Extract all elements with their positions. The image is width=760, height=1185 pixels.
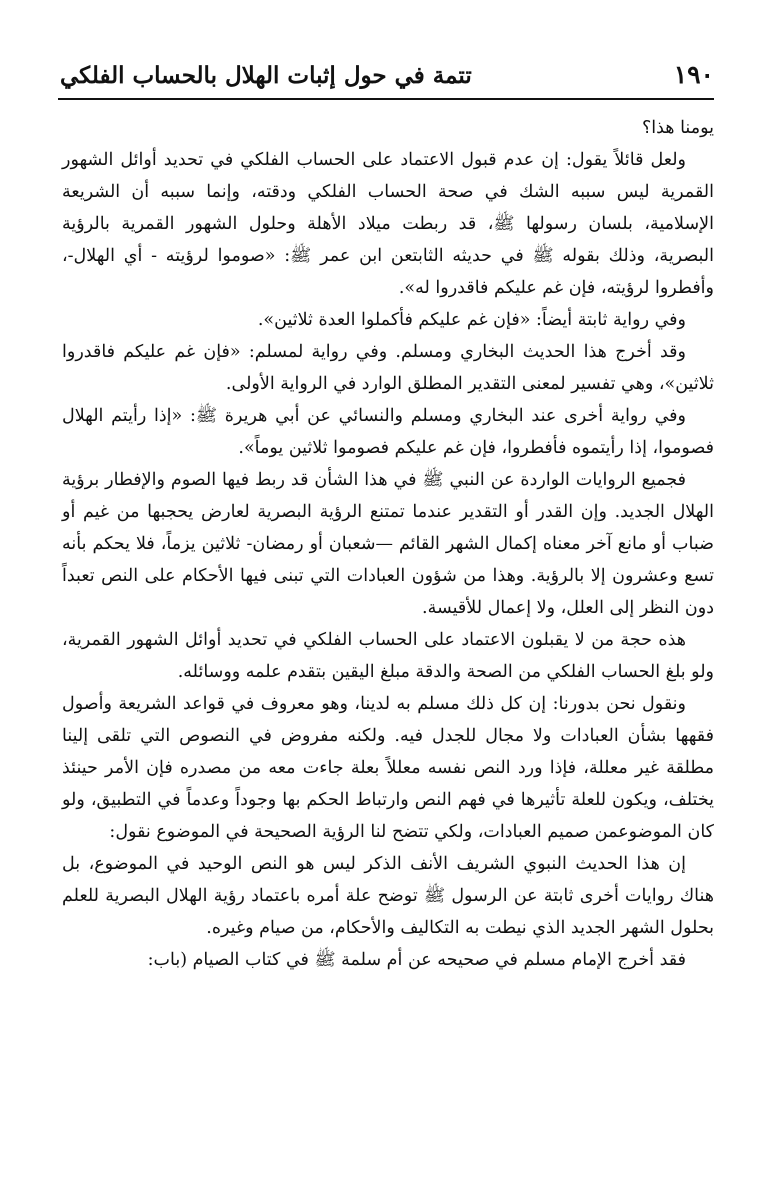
paragraph: إن هذا الحديث النبوي الشريف الأنف الذكر ليس هو النص الوحيد في الموضوع، بل هناك روايات أخرى ثابتة عن الرسول ﷺ توضح علة أمره باعتماد رؤية الهلال البصرية للعلم بحلول الشهر الجديد الذي نيطت به التكاليف والأحكام، من صيام وغيره. [62, 854, 714, 938]
header-rule [58, 98, 714, 100]
page-header [60, 58, 714, 94]
paragraph: ونقول نحن بدورنا: إن كل ذلك مسلم به لدينا، وهو معروف في قواعد الشريعة وأصول فقهها بشأن العبادات ولا مجال للجدل فيه. ولكنه مفروض في النصوص التي تلقى إلينا مطلقة غير معللة، فإذا ورد النص نفسه معللاً بعلة جاءت معه من مصدره فإن الأمر حينئذ يختلف، ويكون للعلة تأثيرها في فهم النص وارتباط الحكم بها وجوداً وعدماً في التطبيق، ولو كان الموضوعمن صميم العبادات، ولكي تتضح لنا الرؤية الصحيحة في الموضوع نقول: [62, 694, 714, 842]
paragraph: وفي رواية ثابتة أيضاً: «فإن غم عليكم فأكملوا العدة ثلاثين». [257, 310, 686, 330]
paragraph: فجميع الروايات الواردة عن النبي ﷺ في هذا الشأن قد ربط فيها الصوم والإفطار برؤية الهلال الجديد. وإن القدر أو التقدير عندما تمتنع الرؤية البصرية لعارض يحجبها من غيم أو ضباب أو مانع آخر معناه إكمال الشهر القائم —شعبان أو رمضان- ثلاثين يزماً، فلا يحكم بأنه تسع وعشرون إلا بالرؤية. وهذا من شؤون العبادات التي تبنى فيها الأحكام على النص تعبداً دون النظر إلى العلل، ولا إعمال للأقيسة. [62, 470, 714, 618]
paragraph: وفي رواية أخرى عند البخاري ومسلم والنسائي عن أبي هريرة ﷺ: «إذا رأيتم الهلال فصوموا، إذا رأيتموه فأفطروا، فإن غم عليكم فصوموا ثلاثين يوماً». [62, 406, 714, 458]
paragraph: يومنا هذا؟ [641, 118, 714, 138]
paragraph: فقد أخرج الإمام مسلم في صحيحه عن أم سلمة ﷺ في كتاب الصيام (باب: [147, 950, 686, 970]
body-text [62, 112, 714, 976]
page-number: ١٩٠ [673, 60, 714, 89]
paragraph: هذه حجة من لا يقبلون الاعتماد على الحساب الفلكي في تحديد أوائل الشهور القمرية، ولو بلغ الحساب الفلكي من الصحة والدقة مبلغ اليقين بتقدم علمه ووسائله. [62, 630, 714, 682]
paragraph: وقد أخرج هذا الحديث البخاري ومسلم. وفي رواية لمسلم: «فإن غم عليكم فاقدروا ثلاثين»، وهي تفسير لمعنى التقدير المطلق الوارد في الرواية الأولى. [62, 342, 714, 394]
running-title: تتمة في حول إثبات الهلال بالحساب الفلكي [60, 62, 472, 89]
paragraph: ولعل قائلاً يقول: إن عدم قبول الاعتماد على الحساب الفلكي في تحديد أوائل الشهور القمرية ليس سببه الشك في صحة الحساب الفلكي ودقته، وإنما سببه أن الشريعة الإسلامية، بلسان رسولها ﷺ، قد ربطت ميلاد الأهلة وحلول الشهور القمرية بالرؤية البصرية، وذلك بقوله ﷺ في حديثه الثابتعن ابن عمر ﷺ: «صوموا لرؤيته - أي الهلال-، وأفطروا لرؤيته، فإن غم عليكم فاقدروا له». [62, 150, 714, 298]
